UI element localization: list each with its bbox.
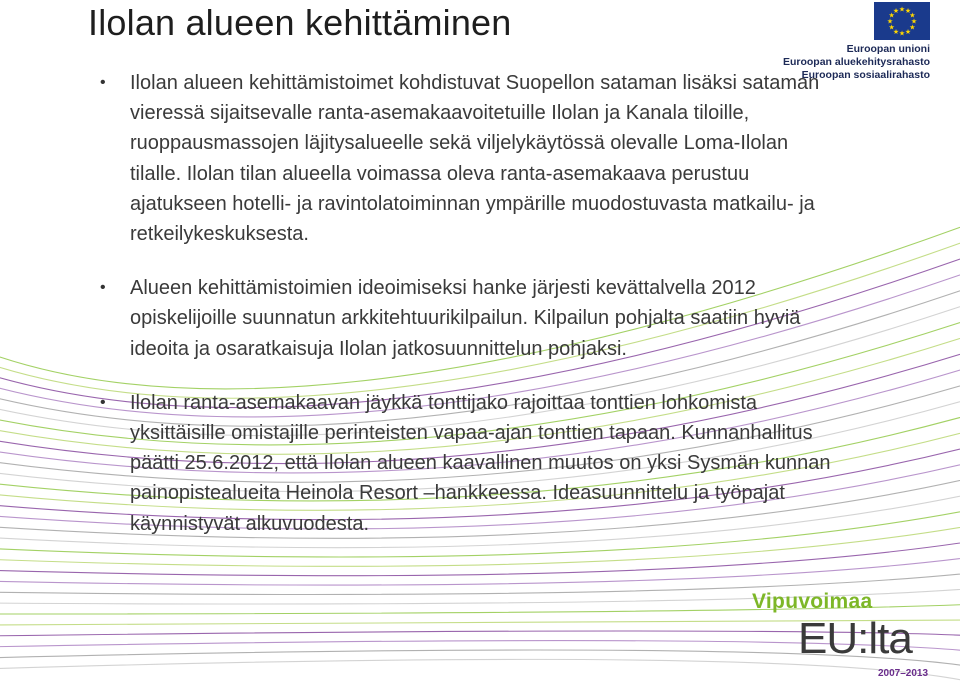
eu-flag-icon xyxy=(874,2,930,40)
eu-star-icon: ★ xyxy=(888,24,895,32)
slide-title: Ilolan alueen kehittäminen xyxy=(88,2,512,43)
vipuvoimaa-eu-text: EU:lta xyxy=(798,614,912,663)
eu-star-icon: ★ xyxy=(904,8,912,16)
eu-star-icon: ★ xyxy=(892,8,900,16)
bullet-text-1: Ilolan alueen kehittämistoimet kohdistuvat Suopellon sataman lisäksi sataman vieressä sijaitsevalle ranta-asemakaavoitetuille Ilolan ja Kanala tiloille, ruoppausmassojen läjitysalueelle sekä viljelykäytössä olevalle Loma-Ilolan tilalle. Ilolan tilan alueella voimassa oleva ranta-asemakaava perustuu ajatukseen hotelli- ja ravintolatoiminnan ympärille muodostuvasta matkailu- ja retkeilykeskuksesta. xyxy=(130,72,820,246)
bullet-item-2 xyxy=(100,273,840,364)
bullet-dot-icon: • xyxy=(100,74,106,91)
vipuvoimaa-logo xyxy=(752,586,942,686)
bullet-text-2: Alueen kehittämistoimien ideoimiseksi hanke järjesti kevättalvella 2012 opiskelijoille suunnatun arkkitehtuurikilpailun. Kilpailun pohjalta saatiin hyviä ideoita ja osaratkaisuja Ilolan jatkosuunnittelun pohjaksi. xyxy=(130,277,801,360)
eu-star-icon: ★ xyxy=(909,12,916,20)
eu-line-union: Euroopan unioni xyxy=(846,43,930,55)
bullet-item-1 xyxy=(100,68,840,249)
eu-star-icon: ★ xyxy=(909,24,916,32)
eu-star-icon: ★ xyxy=(898,6,906,14)
bullet-text-3: Ilolan ranta-asemakaavan jäykkä tonttijako rajoittaa tonttien lohkomista yksittäisille omistajille perinteisten vapaa-ajan tonttien tapaan. Kunnanhallitus päätti 25.6.2012, että Ilolan alueen kaavallinen muutos on yksi Sysmän kunnan painopistealueita Heinola Resort –hankkeessa. Ideasuunnittelu ja työpajat käynnistyvät alkuvuodesta. xyxy=(130,391,831,535)
bullet-list xyxy=(100,68,840,563)
eu-line-social-fund: Euroopan sosiaalirahasto xyxy=(801,69,930,81)
vipuvoimaa-title: Vipuvoimaa xyxy=(752,590,873,613)
eu-line-regional-fund: Euroopan aluekehitysrahasto xyxy=(782,56,930,68)
eu-star-icon: ★ xyxy=(904,28,912,36)
bullet-item-3 xyxy=(100,388,840,539)
eu-star-icon: ★ xyxy=(892,28,900,36)
eu-star-icon: ★ xyxy=(910,18,918,26)
eu-star-icon: ★ xyxy=(888,12,895,20)
eu-star-icon: ★ xyxy=(886,18,894,26)
eu-star-icon: ★ xyxy=(898,30,906,38)
vipuvoimaa-years: 2007–2013 xyxy=(878,668,929,679)
bullet-dot-icon: • xyxy=(100,393,106,411)
bullet-dot-icon: • xyxy=(100,279,106,297)
